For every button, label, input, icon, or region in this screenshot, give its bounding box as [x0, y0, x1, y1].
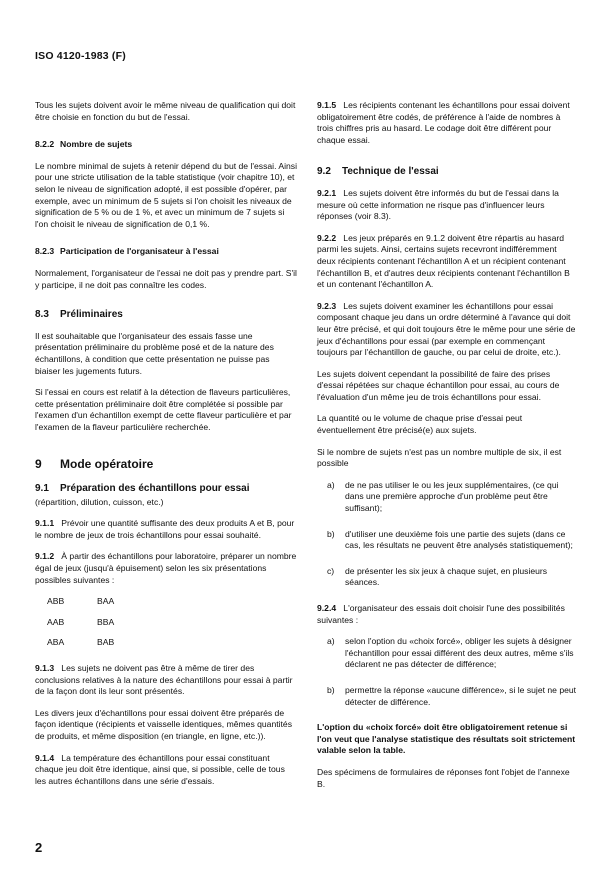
paragraph-9-1-4 — [35, 753, 297, 788]
paragraph-8-3-b: Si l'essai en cours est relatif à la détection de flaveurs particulières, cette présentation préliminaire doit être complétée si possible par l'examen d'un échantillon exempt de cette flaveur particulière et par l'examen de la flaveur particulière recherchée. — [35, 387, 292, 432]
combination: BAA — [97, 596, 115, 607]
clause-number: 9.2.1 — [317, 187, 337, 198]
list-text: de ne pas utiliser le ou les jeux supplémentaires, (ce qui dans une première approche d'un problème peut être suffisant); — [345, 479, 559, 514]
clause-text: Prévoir une quantité suffisante des deux produits A et B, pour le nombre de jeux de trois échantillons pour essai souhaité. — [35, 518, 295, 540]
combination: ABA — [47, 637, 65, 648]
clause-number: 9.1.1 — [35, 518, 55, 529]
list-item — [317, 636, 577, 671]
heading-9 — [35, 459, 297, 471]
clause-text: Les sujets doivent être informés du but de l'essai dans la mesure où cette information ne risque pas d'influencer leurs réponses (voir 8.3). — [317, 187, 559, 222]
clause-text: Les sujets ne doivent pas être à même de tirer des conclusions relatives à la nature des échantillons pour essai à partir de la façon dont ils leur sont présentés. — [35, 663, 293, 697]
list-item — [317, 480, 577, 515]
heading-title: Préparation des échantillons pour essai — [60, 483, 250, 495]
right-column — [317, 100, 577, 800]
clause-number: 9.2.4 — [317, 603, 337, 613]
list-label: c) — [327, 565, 335, 576]
clause-text: Les jeux préparés en 9.1.2 doivent être répartis au hasard parmi les sujets. Ainsi, certains sujets recevront indifféremment deux récipients contenant l'échantillon A et un récipient contenant l'échantillon B, et d'autres deux récipients contenant l'échantillon B et un contenant l'échantillon A. — [317, 232, 570, 290]
paragraph-8-3-a: Il est souhaitable que l'organisateur des essais fasse une présentation préliminaire du problème posé et de la nature des échantillons, à condition que cette présentation ne puisse pas biaiser les jugements futurs. — [35, 330, 274, 376]
clause-text: À partir des échantillons pour laboratoire, préparer un nombre égal de jeux (jusqu'à épuisement) selon les six présentations possibles suivantes : — [35, 551, 297, 585]
heading-number: 8.3 — [35, 309, 49, 321]
paragraph-9-2-3-b: Les sujets doivent cependant la possibilité de faire des prises d'essai répétées sur chaque échantillon pour essai, au cours de l'évaluation d'un même jeu de trois échantillons pour essai. — [317, 368, 560, 402]
list-label: b) — [327, 528, 335, 539]
bold-requirement: L'option du «choix forcé» doit être obligatoirement retenue si l'on veut que l'analyse statistique des résultats soit strictement valable selon la table. — [317, 722, 576, 756]
list-item — [317, 566, 577, 589]
combination: BBA — [97, 616, 115, 627]
clause-number: 9.2.3 — [317, 300, 337, 311]
heading-number: 9 — [35, 457, 42, 472]
list-item — [317, 685, 577, 708]
paragraph-9-1-1 — [35, 518, 297, 541]
document-header: ISO 4120-1983 (F) — [35, 50, 126, 62]
paragraph-9-2-3-d: Si le nombre de sujets n'est pas un nombre multiple de six, il est possible — [317, 446, 562, 469]
list-item — [317, 529, 577, 552]
heading-number: 8.2.2 — [35, 139, 55, 150]
heading-9-2 — [317, 166, 577, 178]
paragraph-annex-reference: Des spécimens de formulaires de réponses font l'objet de l'annexe B. — [317, 766, 570, 789]
heading-8-3 — [35, 309, 297, 321]
heading-number: 9.1 — [35, 483, 49, 495]
paragraph-9-2-4 — [317, 603, 577, 626]
heading-title: Mode opératoire — [60, 457, 154, 472]
clause-number: 9.1.2 — [35, 551, 55, 562]
clause-number: 9.1.5 — [317, 100, 337, 110]
clause-number: 9.2.2 — [317, 232, 337, 243]
heading-title: Préliminaires — [60, 309, 123, 321]
paragraph-9-1-5 — [317, 100, 577, 146]
heading-8-2-3 — [35, 246, 297, 258]
clause-text: L'organisateur des essais doit choisir l'une des possibilités suivantes : — [317, 603, 565, 625]
paragraph-8-2-3: Normalement, l'organisateur de l'essai ne doit pas y prendre part. S'il y participe, il ne doit pas connaître les codes. — [35, 267, 297, 290]
list-text: selon l'option du «choix forcé», obliger les sujets à désigner l'échantillon pour essai différent des deux autres, même s'ils déclarent ne pas détecter de différence; — [345, 636, 574, 670]
heading-title: Technique de l'essai — [342, 166, 439, 178]
presentation-combinations — [47, 596, 297, 649]
paragraph-9-1-2 — [35, 551, 297, 586]
heading-title: Nombre de sujets — [60, 139, 133, 150]
list-text: permettre la réponse «aucune différence», si le sujet ne peut détecter de différence. — [345, 684, 577, 707]
clause-number: 9.1.3 — [35, 663, 55, 673]
combination: ABB — [47, 596, 65, 607]
paragraph-9-2-2 — [317, 233, 577, 291]
clause-number: 9.1.4 — [35, 752, 55, 763]
combination: AAB — [47, 616, 65, 627]
page-number: 2 — [35, 840, 43, 855]
paragraph-9-2-1 — [317, 188, 577, 223]
combination: BAB — [97, 637, 115, 648]
list-text: d'utiliser une deuxième fois une partie des sujets (dans ce cas, les résultats ne peuvent être analysés statistiquement); — [345, 528, 573, 551]
clause-text: Les récipients contenant les échantillons pour essai doivent obligatoirement être codés, de préférence à l'aide de nombres à trois chiffres pris au hasard. Le codage doit être différent pour chaque essai. — [317, 100, 570, 145]
intro-paragraph: Tous les sujets doivent avoir le même niveau de qualification qui doit être choisie en fonction du but de l'essai. — [35, 100, 296, 122]
list-label: a) — [327, 479, 335, 490]
list-label: a) — [327, 636, 335, 647]
paragraph-8-2-2: Le nombre minimal de sujets à retenir dépend du but de l'essai. Ainsi pour une stricte utilisation de la table statistique (voir chapitre 10), et selon le niveau de signification adopté, il est possible d'opérer, par exemple, avec un minimum de 5 sujets si l'on choisit les niveaux de signification de 5 % ou de 1 %, et avec un minimum de 7 sujets si l'on choisit le niveau de signification de 0,1 %. — [35, 160, 297, 229]
heading-9-1-subtitle: (répartition, dilution, cuisson, etc.) — [35, 496, 164, 507]
paragraph-9-2-3 — [317, 301, 577, 359]
list-text: de présenter les six jeux à chaque sujet, en plusieurs séances. — [345, 565, 548, 588]
list-label: b) — [327, 684, 335, 695]
heading-8-2-2 — [35, 139, 297, 151]
paragraph-9-1-3 — [35, 663, 297, 698]
paragraph-9-2-3-c: La quantité ou le volume de chaque prise d'essai peut éventuellement être précisé(e) aux sujets. — [317, 413, 523, 436]
left-column — [35, 100, 297, 797]
paragraph-9-1-3-b: Les divers jeux d'échantillons pour essai doivent être préparés de façon identique (récipients et vaisselle identiques, mêmes quantités de produits, et même disposition (en triangle, en ligne, etc.)). — [35, 707, 293, 741]
clause-text: Les sujets doivent examiner les échantillons pour essai composant chaque jeu dans un ordre déterminé à l'avance qui doit leur être précisé, et qui doit toujours être le même pour une série de jeux d'échantillons pour essai (par exemple en commençant toujours par l'échantillon de gauche, ou par celui de droite, etc.). — [317, 300, 576, 358]
clause-text: La température des échantillons pour essai constituant chaque jeu doit être identique, ainsi que, si possible, celle de tous les autres échantillons dans une série d'essais. — [35, 752, 285, 786]
heading-number: 9.2 — [317, 166, 331, 178]
heading-9-1 — [35, 483, 297, 495]
heading-title: Participation de l'organisateur à l'essai — [60, 246, 219, 257]
heading-number: 8.2.3 — [35, 246, 55, 257]
